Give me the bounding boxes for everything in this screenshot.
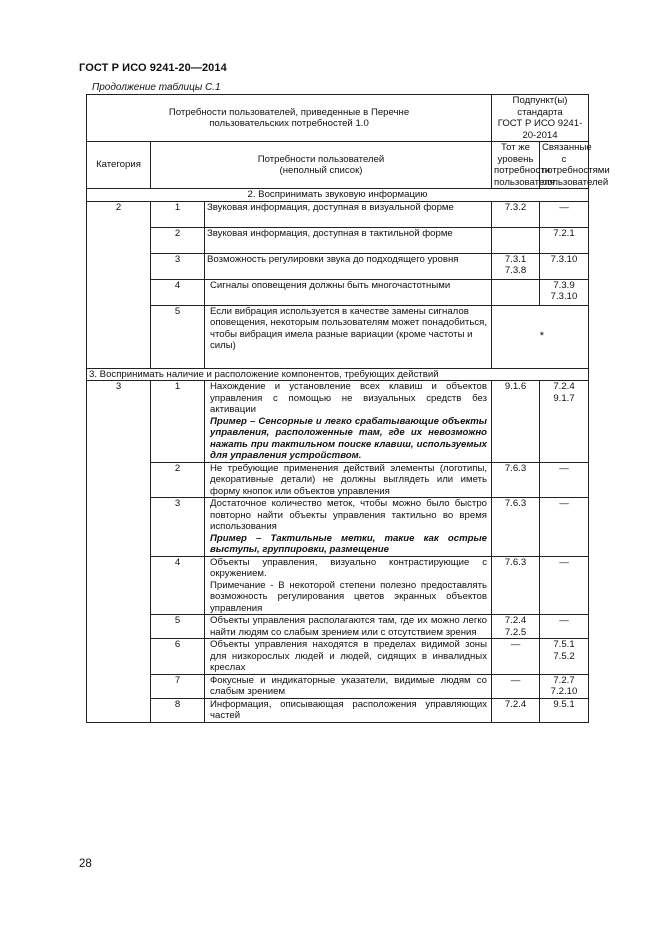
header-text: (неполный список) [279,165,363,176]
related-cell [540,698,589,722]
table-row [87,498,589,557]
table-row [87,201,589,227]
subclause-ref: — [559,498,569,509]
subclause-ref: 7.3.10 [550,291,578,302]
header-text: ГОСТ Р ИСО 9241-20-2014 [497,118,583,141]
table-continuation-caption: Продолжение таблицы С.1 [92,82,221,93]
same-level-cell [492,305,589,368]
need-text: Звуковая информация, доступная в визуальной форме [205,201,492,227]
related-cell [540,279,589,305]
subclause-ref: 9.1.7 [553,392,575,404]
row-number: 4 [151,279,205,305]
related-cell [540,462,589,498]
row-number: 5 [151,305,205,368]
subclause-ref: 7.3.9 [553,279,575,291]
related-cell [540,498,589,557]
subclause-ref: 9.1.6 [504,381,527,392]
related-cell [540,556,589,615]
related-cell [540,201,589,227]
subclause-ref: — [559,462,569,474]
category-cell: 3 [87,381,151,723]
header-text: Потребности пользователей [257,153,385,165]
same-level-cell [492,253,540,279]
same-level-cell [492,674,540,698]
table-row [87,381,589,463]
table-row [87,639,589,675]
need-text [205,498,492,557]
same-level-cell [492,381,540,463]
header-text: Тот же уровень [497,142,534,165]
need-text [205,381,492,463]
need-text: Звуковая информация, доступная в тактильной форме [205,227,492,253]
row-number: 1 [151,201,205,227]
subclause-ref: 7.2.4 [553,381,575,392]
table-row [87,462,589,498]
subclause-ref: 7.5.2 [553,650,575,662]
table-row [87,305,589,368]
subclause-ref: 7.2.10 [550,686,578,697]
header-text: пользовательских потребностей 1.0 [209,118,369,129]
need-text: Объекты управления располагаются там, где их можно легко найти людям со слабым зрением или с отсутствием зрения [205,615,492,639]
subclause-ref: — [510,639,521,650]
header-needs [151,142,492,189]
header-category: Категория [87,142,151,189]
same-level-cell [492,556,540,615]
table-row [87,615,589,639]
subclause-ref: 7.2.7 [553,674,575,686]
row-number: 2 [151,462,205,498]
related-cell [540,227,589,253]
need-text: Объекты управления находятся в пределах видимой зоны для низкорослых людей и людей, сидящих в инвалидных креслах [205,639,492,675]
related-cell [540,381,589,463]
same-level-cell [492,639,540,675]
footnote-asterisk: * [539,329,544,342]
table-row [87,556,589,615]
category-cell: 2 [87,201,151,368]
subclause-ref: 7.2.4 [504,615,527,626]
subclause-ref: — [510,674,521,686]
table-row [87,698,589,722]
related-cell [540,674,589,698]
subclause-ref: — [559,615,569,626]
section-3-title: 3. Воспринимать наличие и расположение компонентов, требующих действий [87,368,589,381]
need-text: Информация, описывающая расположения управляющих частей [205,698,492,722]
section-title-row [87,368,589,381]
requirements-table [86,94,610,723]
section-title-row [87,189,589,202]
subclause-ref: 7.2.4 [504,698,527,710]
need-text: Возможность регулировки звука до подходящего уровня [205,253,492,279]
header-text: Подпункт(ы) стандарта [512,95,568,118]
subclause-ref: 7.6.3 [504,462,527,474]
header-text: потребности [494,165,550,176]
subclause-ref: 7.6.3 [504,556,527,568]
row-number: 3 [151,253,205,279]
same-level-cell [492,698,540,722]
header-text: потребностями [542,165,610,176]
row-number: 8 [151,698,205,722]
subclause-ref: 7.2.5 [504,626,527,638]
header-text: пользователя [494,176,555,188]
same-level-cell [492,227,540,253]
need-text: Не требующие применения действий элементы (логотипы, декоративные детали) не должны выглядеть или иметь форму кнопок или объектов управления [205,462,492,498]
table-row [87,227,589,253]
subclause-ref: 7.5.1 [553,639,575,650]
subclause-ref: 7.6.3 [504,498,527,509]
row-number: 4 [151,556,205,615]
need-text: Фокусные и индикаторные указатели, видимые людям со слабым зрением [205,674,492,698]
subclause-ref: 7.3.10 [550,253,578,265]
row-number: 3 [151,498,205,557]
document-standard-title: ГОСТ Р ИСО 9241-20—2014 [79,62,227,74]
subclause-ref: — [559,556,569,568]
header-subclauses-group [492,95,589,142]
table-row [87,279,589,305]
related-cell [540,615,589,639]
row-number: 2 [151,227,205,253]
subclause-ref: 7.2.1 [553,227,575,239]
same-level-cell [492,462,540,498]
subclause-ref: 9.5.1 [553,698,575,710]
need-note: Примечание - В некоторой степени полезно предоставлять возможность регулирования цветов экранных объектов управления [210,579,487,614]
header-text: Потребности пользователей, приведенные в Перечне [168,106,410,118]
subclause-ref: 7.3.8 [504,265,527,276]
need-text [205,556,492,615]
table-row [87,674,589,698]
need-description: Достаточное количество меток, чтобы можно было быстро повторно найти объекты управления тактильно во время использования [210,498,487,532]
same-level-cell [492,279,540,305]
header-needs-group [87,95,492,142]
need-example: Пример – Тактильные метки, такие как острые выступы, группировки, размещение [210,532,487,555]
related-cell [540,253,589,279]
same-level-cell [492,201,540,227]
row-number: 5 [151,615,205,639]
need-description: Объекты управления, визуально контрастирующие с окружением. [210,556,487,579]
row-number: 6 [151,639,205,675]
header-same-level [492,142,555,189]
section-2-title: 2. Воспринимать звуковую информацию [87,189,589,202]
header-text: Связанные с [542,142,592,165]
header-related [540,142,610,189]
related-cell [540,639,589,675]
table-header-row-1 [87,95,589,142]
subclause-ref: 7.3.1 [504,253,527,265]
subclause-ref: — [559,201,569,213]
need-description: Нахождение и установление всех клавиш и объектов управления с помощью не визуальных средств без активации [210,381,487,415]
need-text: Сигналы оповещения должны быть многочастотными [205,279,492,305]
need-example: Пример – Сенсорные и легко срабатывающие объекты управления, расположенные там, где их невозможно нажать при тактильном поиске клавиш, используемых для управления устройством. [210,415,487,461]
table-header-row-2 [87,142,589,189]
table-row [87,253,589,279]
same-level-cell [492,498,540,557]
row-number: 1 [151,381,205,463]
subclause-ref: 7.3.2 [504,201,527,213]
same-level-cell [492,615,540,639]
header-text: пользователей [542,176,609,188]
page-number: 28 [79,858,92,870]
row-number: 7 [151,674,205,698]
need-text: Если вибрация используется в качестве замены сигналов оповещения, некоторым пользователям может понадобиться, чтобы вибрация имела разные вариации (кроме частоты и силы) [205,305,492,368]
